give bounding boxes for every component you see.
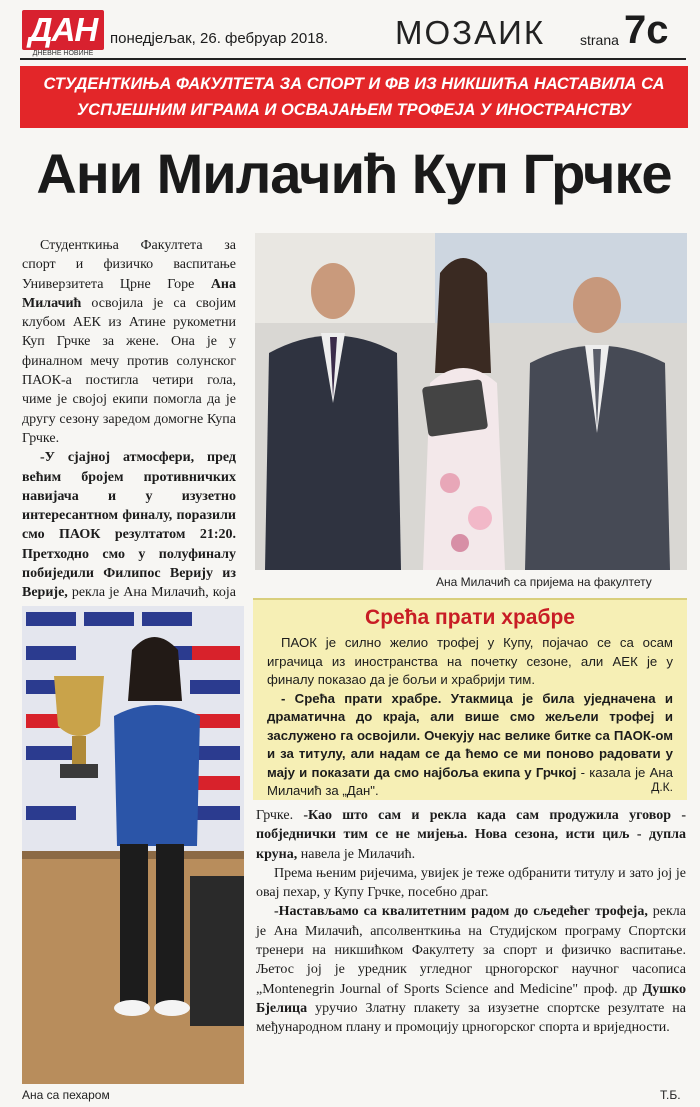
sidebar-signature: Д.К. (651, 780, 673, 794)
top-photo-caption: Ана Милачић са пријема на факултету (436, 575, 652, 589)
sidebar-paragraph: ПАОК је силно желио трофеј у Купу, појачао се са осам играчица из иностранства на почетку сезоне, али АЕК је у финалу показао да је бољи и храбрији тим. (267, 635, 673, 687)
person-name: Ана Милачић (22, 276, 236, 311)
sidebar-quote: - Срећа прати храбре. Утакмица је била уједначена и драматична до краја, али више смо жељели трофеј и заслужено га освојили. Очекују нас велике битке са ПАОК-ом и за титулу, али надам се да ћемо се ми поново радовати у мају и показати да смо најбоља екипа у Грчкој - казала је Ана Милачић за „Дан". (267, 690, 673, 798)
page-number: 7c (624, 8, 669, 52)
person-name: Душко Бјелица (256, 981, 686, 1016)
kicker-line-2: УСПЈЕШНИМ ИГРАМА И ОСВАЈАЊЕМ ТРОФЕЈА У ИНОСТРАНСТВУ (77, 101, 631, 119)
article-right-column (256, 806, 686, 1038)
article-paragraph: Према њеним ријечима, увијек је теже одбранити титулу и зато јој је овај пехар, у Купу Грчке, посебно драг. (256, 865, 686, 901)
logo-subtitle: ДНЕВНЕ НОВИНЕ (32, 50, 94, 57)
page-label: strana (580, 32, 619, 48)
article-left-column (22, 236, 236, 661)
reception-photo (255, 233, 687, 570)
kicker-banner (20, 66, 688, 128)
sidebar-title: Срећа прати храбре (365, 606, 575, 629)
article-headline: Ани Милачић Куп Грчке (36, 142, 672, 205)
sidebar-text (253, 634, 687, 801)
kicker-line-1: СТУДЕНТКИЊА ФАКУЛТЕТА ЗА СПОРТ И ФВ ИЗ НИКШИЋА НАСТАВИЛА СА (43, 75, 665, 93)
section-title: МОЗАИК (395, 14, 546, 51)
sidebar-box (253, 598, 687, 800)
newspaper-logo: ДАН (22, 10, 104, 50)
article-signature: Т.Б. (660, 1088, 681, 1102)
trophy-photo (22, 606, 244, 1084)
trophy-photo-illustration (22, 606, 244, 1084)
article-paragraph: Грчке. -Као што сам и рекла када сам продужила уговор - побједнички тим се не мијења. Нова сезона, исти циљ - дупла круна, навела је Милачић. (256, 808, 686, 862)
article-paragraph: Студенткиња Факултета за спорт и физичко васпитање Универзитета Црне Горе Ана Милачић освојила је са својим клубом АЕК из Атине рукометни Куп Грчке за жене. Она је у финалном мечу против солунског ПАОК-а постигла четири гола, чиме је својој екипи помогла да је другу сезону заредом домогне Купа Грчке. (22, 238, 236, 446)
issue-date: понедјељак, 26. фебруар 2018. (110, 30, 329, 47)
reception-photo-illustration (255, 233, 687, 570)
article-quote: -У сјајној атмосфери, пред већим бројем противничких навијача и у изузетно интересантном финалу, поразили смо ПАОК резултатом 21:20. Претходно смо у полуфиналу побиједили Филипос Верију из Верије, рекла је Ана Милачић, која (22, 450, 236, 601)
header-divider (20, 58, 686, 60)
article-paragraph: -Настављамо са квалитетним радом до сљедећег трофеја, рекла је Ана Милачић, апсолвенткиња на Студијском програму Спортски тренери на никшићком Факултету за спорт и физичко васпитање. Љетос јој је уредник угледног црногорског научног часописа „Montenegrin Journal of Sports Science and Medicine" проф. др Душко Бјелица уручио Златну плакету за изузетне спортске резултате на међународном плану и промоцију црногорског спорта и вриједности. (256, 904, 687, 1036)
bottom-photo-caption: Ана са пехаром (22, 1088, 110, 1102)
